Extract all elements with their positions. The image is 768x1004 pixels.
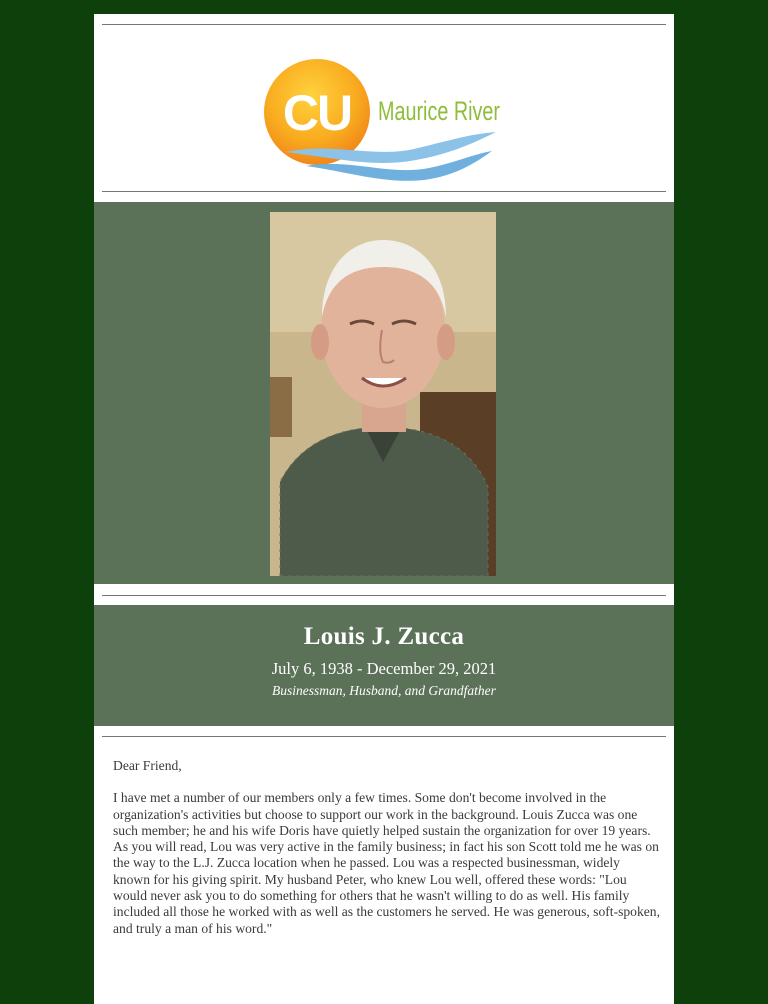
- photo-section: [94, 202, 674, 584]
- top-rule: [102, 24, 666, 25]
- obituary-header: [94, 605, 674, 726]
- photo-rule: [102, 595, 666, 596]
- logo-mark-text: CU: [282, 85, 352, 141]
- letter-body: [113, 758, 660, 953]
- portrait-photo: [270, 212, 496, 576]
- newsletter-card: [94, 14, 674, 1004]
- logo-section: [94, 28, 674, 188]
- logo-wordmark: Maurice River: [378, 96, 500, 126]
- header-rule: [102, 736, 666, 737]
- letter-paragraph: I have met a number of our members only a few times. Some don't become involved in the organization's activities but choose to support our work in the background. Louis Zucca was one such member; he and his wife Doris have quietly helped sustain the organization for over 19 years. As you will read, Lou was very active in the family business; in fact his son Scott told me he was on the way to the L.J. Zucca location when he passed. Lou was a respected businessman, widely known for his giving spirit. My husband Peter, who knew Lou well, offered these words: "Lou would never ask you to do something for others that he wasn't willing to do as well. His family included all those he worked with as well as the customers he served. He was generous, soft-spoken, and truly a man of his word.": [113, 790, 661, 936]
- person-name: Louis J. Zucca: [303, 623, 465, 650]
- cu-maurice-river-logo[interactable]: [264, 54, 504, 186]
- salutation: Dear Friend,: [113, 758, 182, 773]
- logo-rule: [102, 191, 666, 192]
- life-dates: July 6, 1938 - December 29, 2021: [271, 659, 497, 678]
- epithet: Businessman, Husband, and Grandfather: [272, 683, 496, 698]
